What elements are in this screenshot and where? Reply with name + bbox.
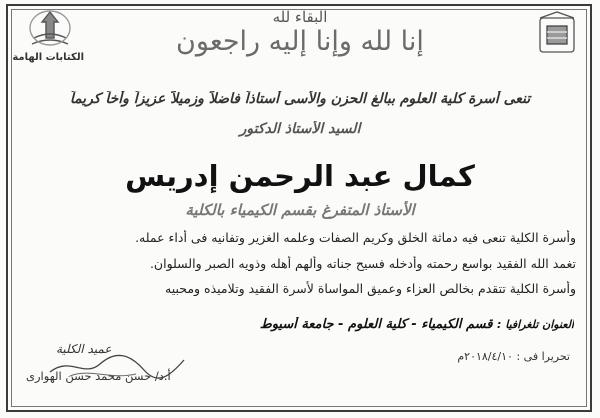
left-logo-caption: الكتابات الهامة bbox=[12, 52, 84, 63]
signatory-name: أ.د/ حسن محمد حسن الهوارى bbox=[26, 369, 171, 383]
deceased-name: كمال عبد الرحمن إدريس bbox=[125, 159, 475, 193]
honorific-title: السيد الأستاذ الدكتور bbox=[239, 121, 361, 137]
body-line-2: تغمد الله الفقيد بواسع رحمته وأدخله فسيح جناته وألهم أهله وذويه الصبر والسلوان. bbox=[149, 256, 576, 271]
academic-position: الأستاذ المتفرغ بقسم الكيمياء بالكلية bbox=[185, 201, 415, 219]
body-line-1: وأسرة الكلية تنعى فيه دماثة الخلق وكريم الصفات وعلمه الغزير وتفانيه فى أداء عمله. bbox=[135, 230, 576, 245]
header-top-text: البقاء لله bbox=[272, 8, 328, 26]
address-label: العنوان تلغرافيا : bbox=[497, 318, 574, 331]
quran-verse: إنا لله وإنا إليه راجعون bbox=[176, 26, 424, 57]
issue-date: تحريرا فى : ٢٠١٨/٤/١٠م bbox=[457, 350, 570, 363]
announcement-text: تنعى أسرة كلية العلوم ببالغ الحزن والأسى أستاذاً فاضلاً وزميلاً عزيزاً وأخاً كريماً bbox=[69, 91, 531, 107]
address-value: قسم الكيمياء - كلية العلوم - جامعة أسيوط bbox=[259, 317, 493, 332]
signature-title: عميد الكلية bbox=[56, 342, 112, 356]
telegraph-address bbox=[140, 317, 574, 332]
body-line-3: وأسرة الكلية تتقدم بخالص العزاء وعميق المواساة لأسرة الفقيد وتلاميذه ومحبيه bbox=[165, 281, 576, 296]
